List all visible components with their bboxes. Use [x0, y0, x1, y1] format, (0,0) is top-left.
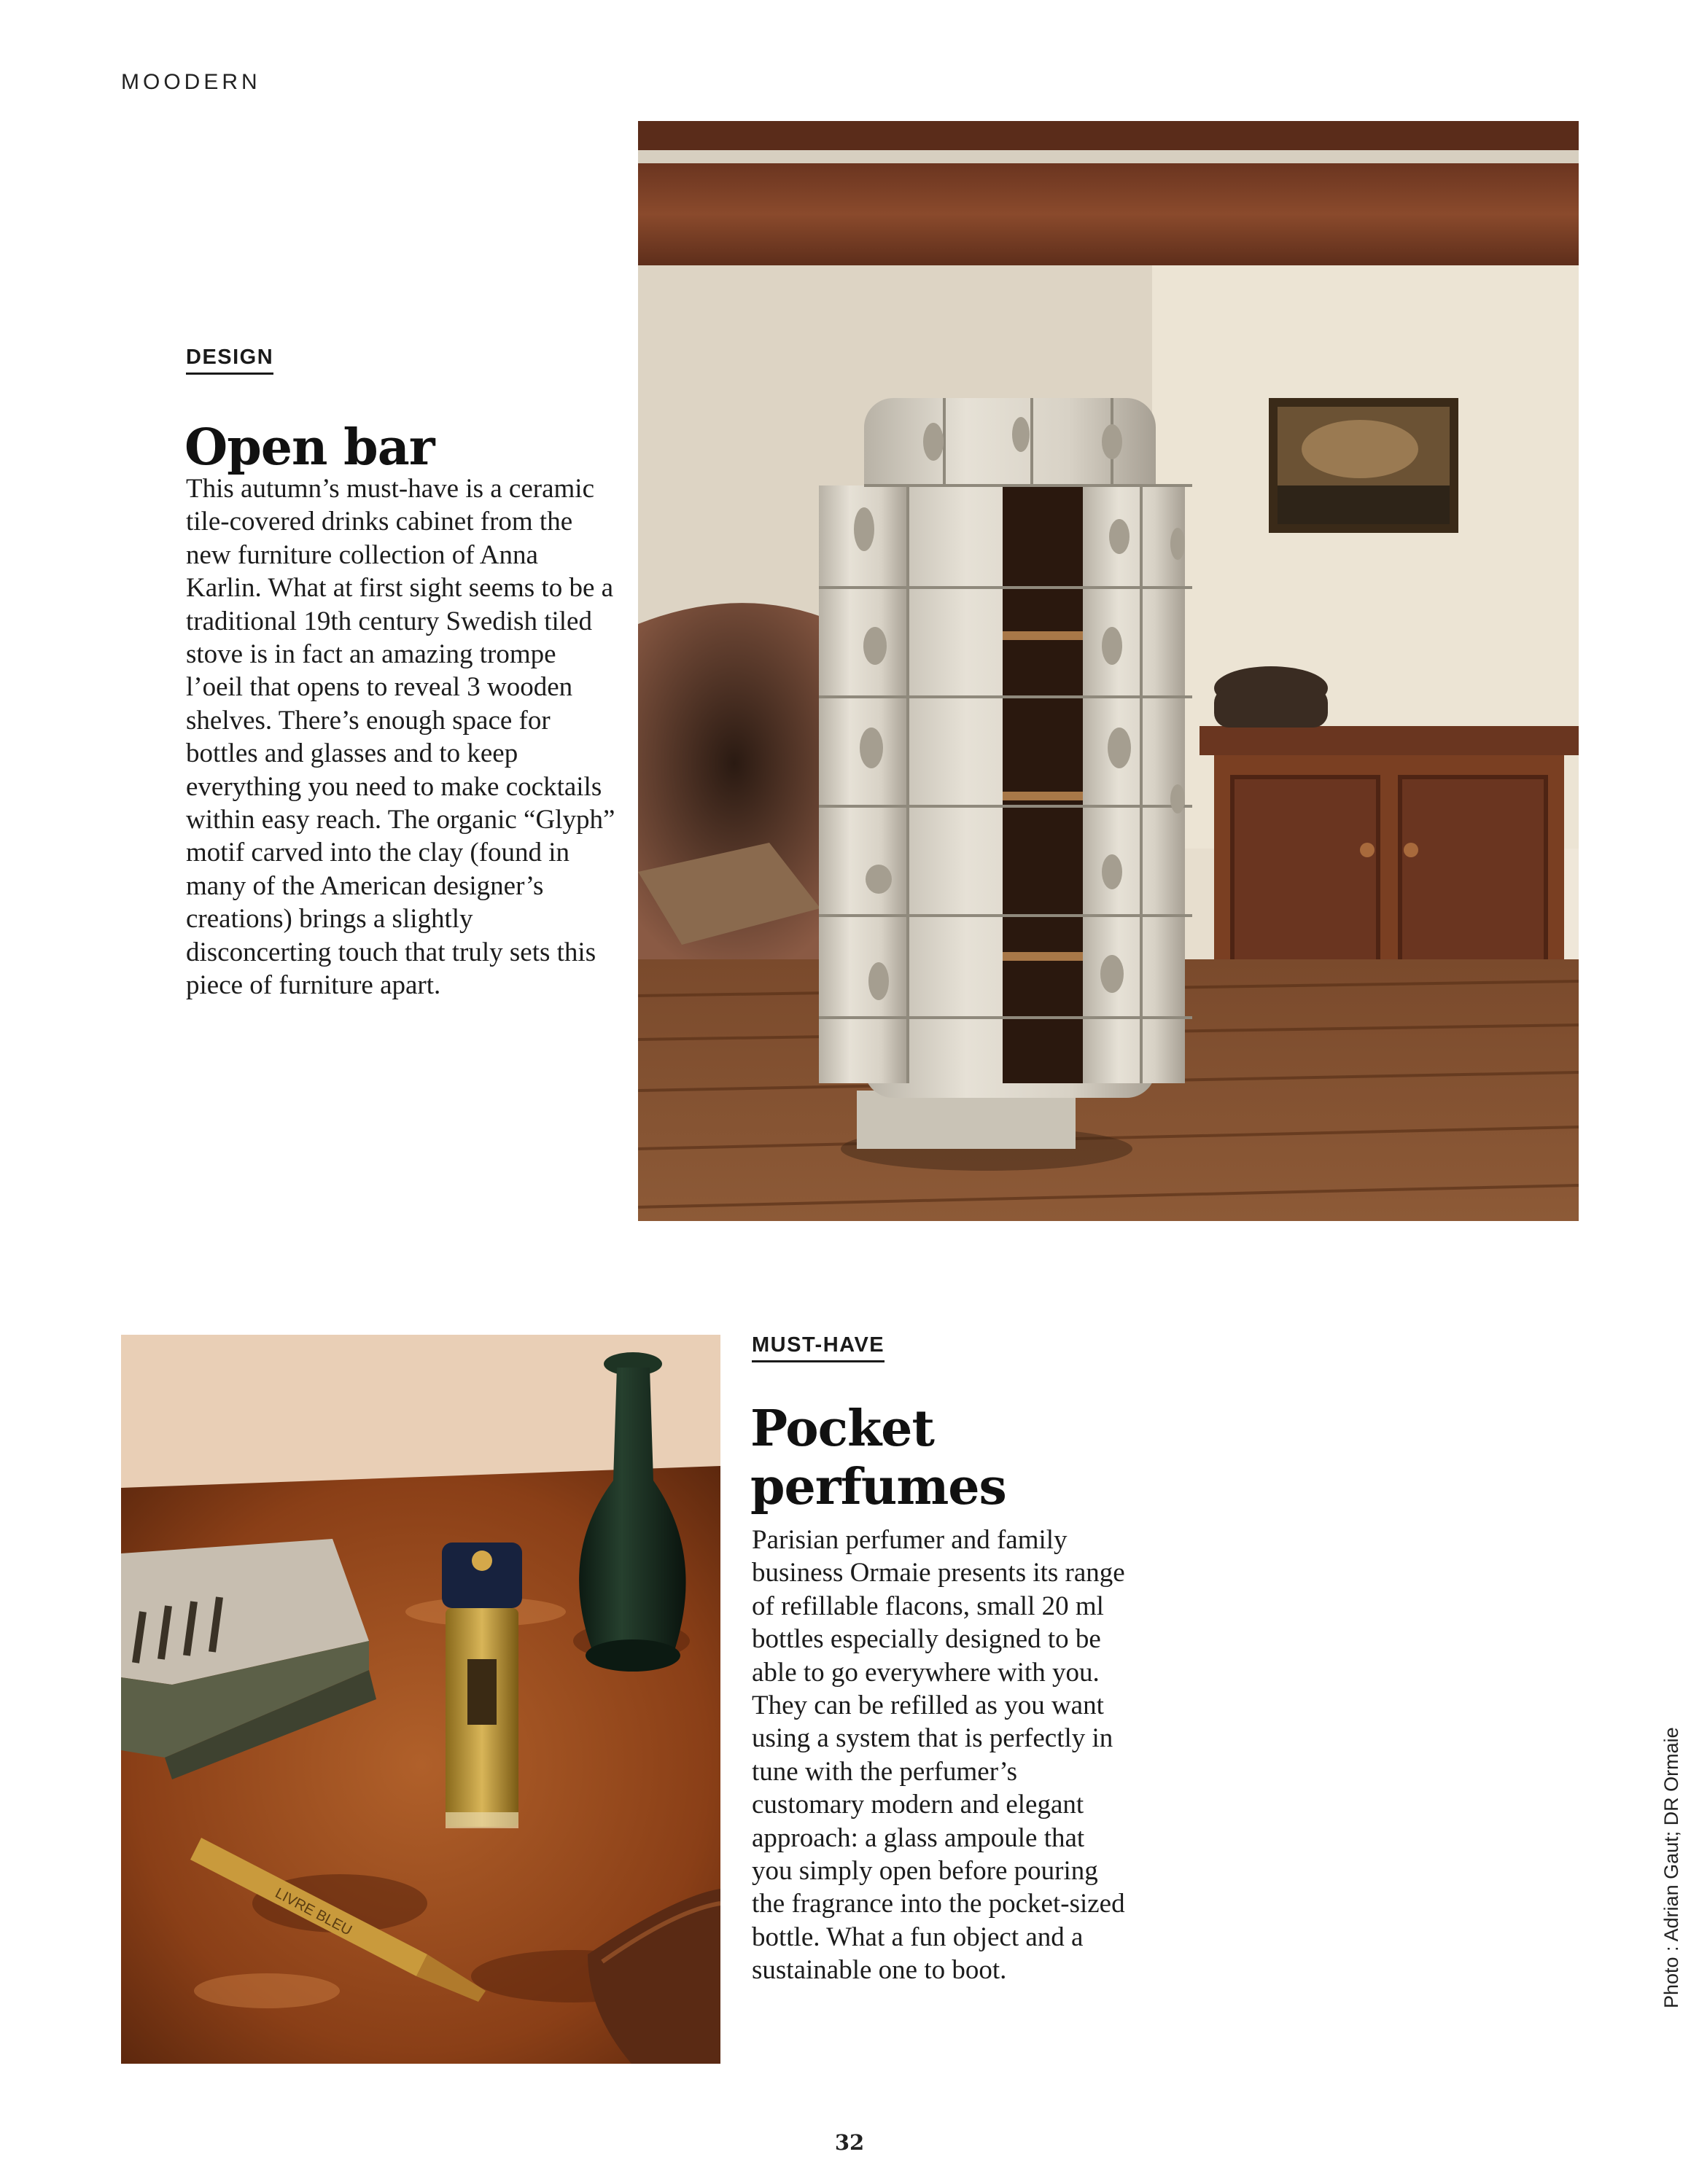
ceramic-cabinet-photo	[638, 121, 1579, 1221]
page-number: 32	[834, 2130, 865, 2155]
article-title-line-2: perfumes	[750, 1458, 1006, 1516]
svg-text:LIVRE BLEU: LIVRE BLEU	[272, 1884, 355, 1939]
section-label-design: DESIGN	[186, 346, 273, 375]
article-body-open-bar: This autumn’s must-have is a ceramic tile-covered drinks cabinet from the new furniture collection of Anna Karlin. What at first sight seems to be a traditional 19th century Swedish tiled stove is in fact an amazing trompe l’oeil that opens to reveal 3 wooden shelves. There’s enough space for bottles and glasses and to keep everything you need to make cocktails within easy reach. The organic “Glyph” motif carved into the clay (found in many of the American designer’s creations) brings a slightly disconcerting touch that truly sets this piece of furniture apart.	[186, 474, 615, 1001]
article-title-line-1: Pocket	[750, 1400, 934, 1458]
article-title-open-bar: Open bar	[184, 418, 435, 477]
article-body-pocket-perfumes: Parisian perfumer and family business Ormaie presents its range of refillable flacons, small 20 ml bottles especially designed to be able to go everywhere with you. They can be refilled as you want using a system that is perfectly in tune with the perfumer’s customary modern and elegant approach: a glass ampoule that you simply open before pouring the fragrance into the pocket-sized bottle. What a fun object and a sustainable one to boot.	[752, 1525, 1125, 1986]
photo-credit: Photo : Adrian Gaut; DR Ormaie	[1660, 1727, 1682, 2008]
perfume-bottles-photo	[121, 1335, 720, 2064]
section-label-must-have: MUST-HAVE	[752, 1333, 885, 1362]
magazine-brand: MOODERN	[121, 70, 261, 94]
